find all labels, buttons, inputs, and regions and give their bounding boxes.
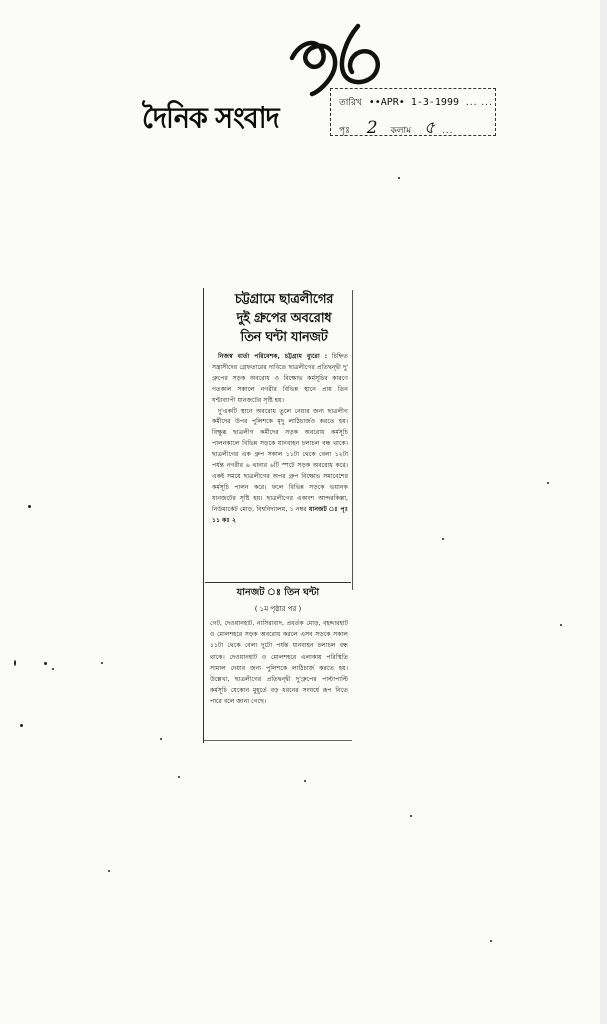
- stamp-column-trail: ...: [441, 126, 454, 136]
- continuation-heading: যানজট ঃ তিন ঘন্টা: [236, 587, 320, 598]
- clipping-edge-bottom: [204, 740, 352, 741]
- handwritten-page-number: [286, 20, 386, 98]
- article-paragraph-text: দু'একটি স্থানে অবরোধ তুলে নেয়ার জন্য ছাত্রলীগ কর্মীদের উপর পুলিশকে মৃদু লাঠিচার্জও করতে হয়। বিক্ষুব্ধ ছাত্রলীগ কর্মীদের সড়ক অবরোধ কর্মসূচি পালনকালে বিভিন্ন সড়কে যানবাহন চলাচল বন্ধ থাকে। ছাত্রলীগের এক গ্রুপ সকাল ১১টা থেকে বেলা ১২টা পর্যন্ত নগরীর ৬ থানার ৬টি স্পটে সড়ক অবরোধ করে। একই সময়ে ছাত্রলীগের অপর গ্রুপ বিক্ষোভ সমাবেশের কর্মসূচি পালন করে। ফলে বিভিন্ন সড়কে ভয়ানক যানজটের সৃষ্টি হয়। ছাত্রলীগের একাংশ আন্দরকিল্লা, নিউমার্কেট মোড়, বিশ্ববিদ্যালয়, ১ নম্বর: [212, 407, 348, 513]
- stamp-column-value: ৫: [424, 118, 436, 138]
- article-jump-line: যানজট ঃ পৃঃ ১১ কঃ ২: [212, 505, 348, 524]
- scan-speck: [20, 724, 23, 727]
- stamp-page-value: 2: [366, 118, 378, 138]
- scan-speck: [44, 662, 47, 665]
- headline-line: তিন ঘন্টা যানজট: [240, 330, 328, 345]
- scan-speck: [410, 815, 412, 817]
- article-paragraph: [212, 352, 348, 407]
- stamp-column-label: কলাম: [390, 126, 412, 136]
- stamp-page-row: [339, 115, 454, 143]
- clipping-edge-left: [203, 288, 204, 743]
- continuation-text: গেট, দেওয়ানহাট, নাসিরাবাদ, প্রবর্তক মোড়, বহদ্দারহাট ও মোলশহরে সড়ক অবরোধ করলে এসব সড়কে সকাল ১১টা থেকে বেলা দুটো পর্যন্ত যানবাহন চলাচল বন্ধ থাকে। দেওয়ানহাট ও মোলশহরে এলাকায় পরিস্থিতি সামাল দেয়ার জন্য পুলিশকে লাঠিচার্জ করতে হয়। উল্লেখ্য, ছাত্রলীগের প্রতিদ্বন্দ্বী দু'গ্রুপের পাল্টাপাল্টি কর্মসূচি যেকোন মুহূর্তে বড় ধরনের সংঘর্ষে রূপ নিতে পারে বলে জানা গেছে।: [210, 620, 348, 706]
- stamp-page-label: পৃঃ: [339, 126, 350, 136]
- article-byline: নিজস্ব বার্তা পরিবেশক, চট্টগ্রাম ব্যুরো :: [218, 353, 328, 360]
- continuation-from: ( ১ম পৃষ্ঠার পর ): [254, 605, 302, 613]
- scan-speck: [490, 940, 492, 942]
- stamp-date-value: ••APR• 1-3-1999: [368, 97, 459, 108]
- scan-speck: [160, 738, 162, 740]
- scan-speck: [28, 505, 31, 508]
- scan-speck: [101, 662, 103, 664]
- article-body: [212, 352, 348, 570]
- scan-speck: [398, 177, 400, 179]
- continuation-body: [210, 618, 348, 734]
- stamp-date-trail: ... ...: [465, 98, 493, 108]
- headline-line: দুই গ্রুপের অবরোধ: [236, 311, 332, 326]
- continuation-divider: [205, 582, 351, 583]
- article-paragraph-text: চিহ্নিত সন্ত্রাসীদের গ্রেফতারের দাবিতে ছাত্রলীগের প্রতিদ্বন্দ্বী দু' গ্রুপের সড়ক অবরোধ ও বিক্ষোভ কর্মসূচির কারণে গতকাল সকালে নগরীর বিভিন্ন স্থানে প্রায় তিন ঘন্টাব্যাপী যানজটের সৃষ্টি হয়।: [212, 353, 348, 404]
- stamp-date-label: তারিখ: [339, 98, 362, 108]
- stamp-date-row: [339, 95, 493, 110]
- scan-speck: [547, 482, 549, 484]
- headline-line: চট্টগ্রামে ছাত্রলীগের: [234, 292, 334, 307]
- scan-speck: [304, 780, 306, 782]
- date-stamp: [330, 88, 496, 136]
- newspaper-masthead: দৈনিক সংবাদ: [142, 101, 279, 136]
- scan-speck: [14, 660, 16, 666]
- article-headline: [214, 290, 354, 347]
- scan-speck: [52, 668, 54, 670]
- scan-edge: [600, 0, 607, 1024]
- scan-speck: [442, 538, 444, 540]
- scan-speck: [108, 870, 110, 872]
- scan-speck: [178, 776, 180, 778]
- scan-speck: [560, 624, 562, 626]
- article-paragraph: [212, 407, 348, 527]
